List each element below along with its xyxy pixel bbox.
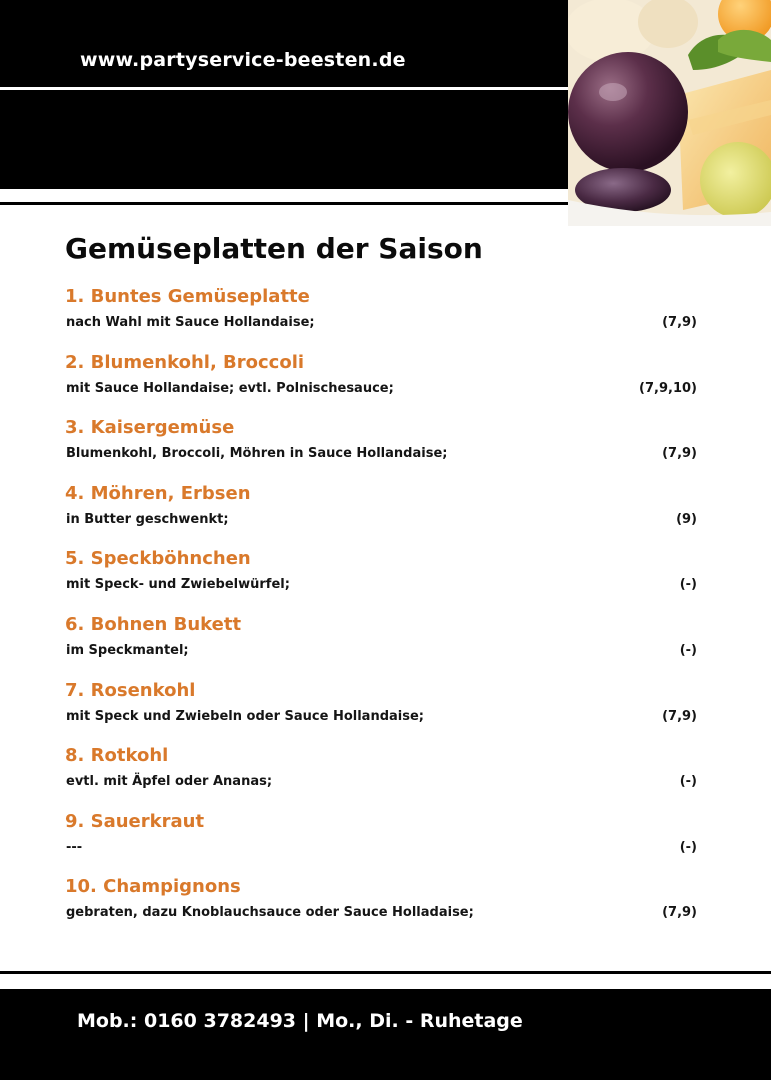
menu-item-name: 8. Rotkohl bbox=[65, 745, 169, 767]
menu-item-description: in Butter geschwenkt; bbox=[66, 511, 229, 527]
menu-item-allergens: (7,9) bbox=[662, 905, 697, 921]
menu-item-name: 1. Buntes Gemüseplatte bbox=[65, 286, 310, 307]
menu-item bbox=[65, 548, 697, 614]
footer-divider bbox=[0, 971, 771, 974]
footer-contact: Mob.: 0160 3782493 | Mo., Di. - Ruhetage bbox=[77, 1010, 523, 1032]
menu-item-description: Blumenkohl, Broccoli, Möhren in Sauce Hollandaise; bbox=[66, 446, 448, 462]
fruit-photo-icon bbox=[568, 0, 771, 226]
menu-item-allergens: (-) bbox=[679, 774, 697, 790]
menu-item-allergens: (7,9) bbox=[662, 708, 697, 724]
page-title: Gemüseplatten der Saison bbox=[65, 232, 483, 265]
menu-item-name: 6. Bohnen Bukett bbox=[65, 613, 242, 635]
menu-item bbox=[65, 745, 697, 811]
header-divider bbox=[0, 87, 568, 90]
menu-item-name: 4. Möhren, Erbsen bbox=[65, 482, 251, 504]
menu-item-description: nach Wahl mit Sauce Hollandaise; bbox=[66, 315, 315, 330]
menu-item-name: 7. Rosenkohl bbox=[65, 679, 196, 701]
menu-item bbox=[65, 680, 697, 746]
menu-item-description: im Speckmantel; bbox=[66, 642, 189, 658]
menu-item-allergens: (-) bbox=[679, 642, 697, 658]
menu-item-description: --- bbox=[66, 839, 83, 855]
menu-item-allergens: (7,9,10) bbox=[639, 380, 697, 396]
menu-item-name: 5. Speckböhnchen bbox=[65, 548, 251, 570]
menu-item bbox=[65, 811, 697, 877]
menu-item-allergens: (7,9) bbox=[662, 446, 697, 462]
menu-item-allergens: (7,9) bbox=[662, 315, 697, 330]
menu-item-description: mit Speck und Zwiebeln oder Sauce Hollandaise; bbox=[66, 708, 424, 724]
menu-list bbox=[65, 286, 697, 942]
menu-item-allergens: (-) bbox=[679, 839, 697, 855]
menu-item bbox=[65, 417, 697, 483]
menu-item-description: gebraten, dazu Knoblauchsauce oder Sauce Holladaise; bbox=[66, 905, 474, 921]
menu-item-allergens: (-) bbox=[679, 577, 697, 593]
menu-item-description: mit Sauce Hollandaise; evtl. Polnischesauce; bbox=[66, 380, 394, 396]
menu-item-description: mit Speck- und Zwiebelwürfel; bbox=[66, 577, 290, 593]
menu-item bbox=[65, 876, 697, 942]
menu-item bbox=[65, 352, 697, 418]
menu-item-allergens: (9) bbox=[676, 511, 697, 527]
menu-item-name: 2. Blumenkohl, Broccoli bbox=[65, 351, 305, 373]
menu-item bbox=[65, 286, 697, 352]
footer-banner bbox=[0, 989, 771, 1080]
header-underline bbox=[0, 202, 568, 205]
menu-item-name: 9. Sauerkraut bbox=[65, 810, 205, 832]
menu-item-name: 10. Champignons bbox=[65, 876, 241, 898]
menu-item-description: evtl. mit Äpfel oder Ananas; bbox=[66, 774, 273, 790]
menu-item bbox=[65, 614, 697, 680]
menu-item-name: 3. Kaisergemüse bbox=[65, 417, 235, 439]
website-link[interactable]: www.partyservice-beesten.de bbox=[80, 49, 406, 71]
header-banner bbox=[0, 0, 568, 189]
menu-item bbox=[65, 483, 697, 549]
fruit-photo bbox=[568, 0, 771, 226]
